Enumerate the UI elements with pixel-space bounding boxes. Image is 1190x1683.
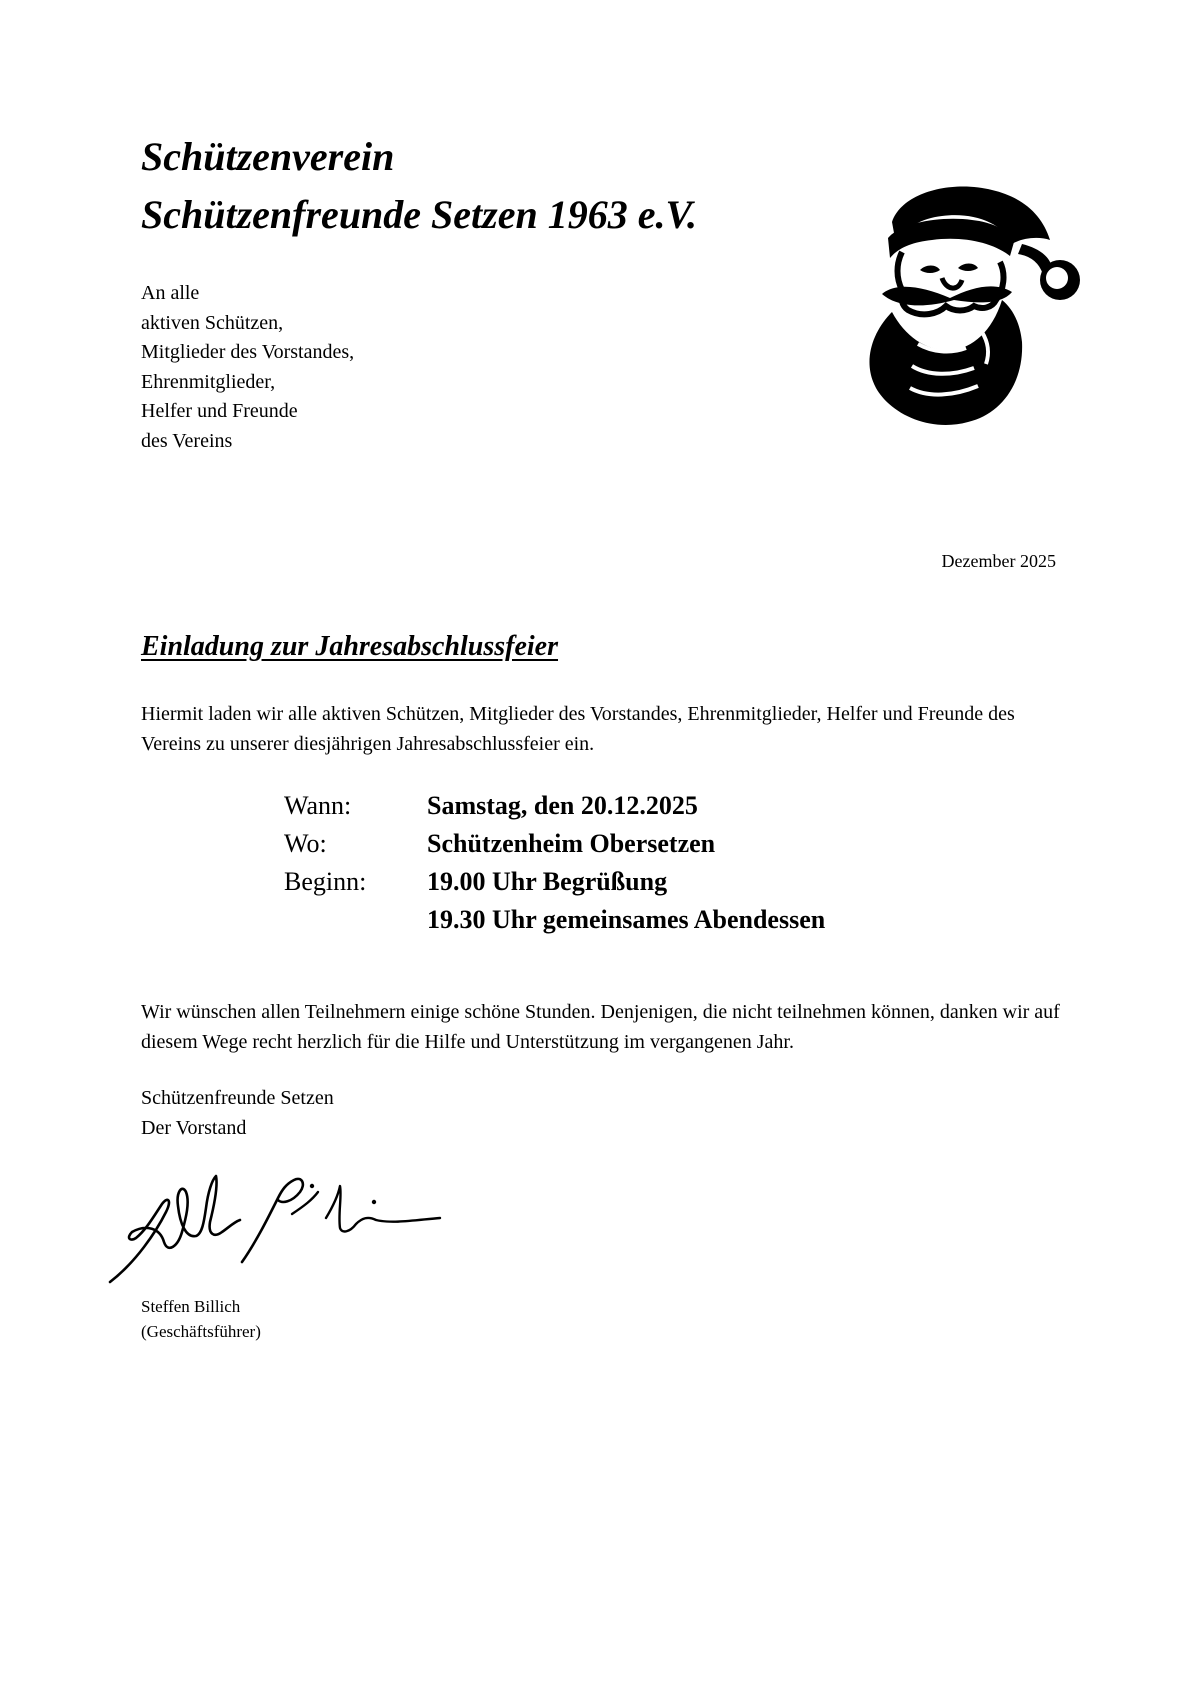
recipient-line: Helfer und Freunde: [141, 400, 298, 422]
closing-block: [141, 1084, 334, 1143]
recipient-line: Ehrenmitglieder,: [141, 370, 276, 393]
club-title-line1: Schützenverein: [141, 134, 395, 179]
detail-label: Wo:: [284, 829, 327, 858]
invitation-heading: Einladung zur Jahresabschlussfeier: [141, 631, 559, 662]
club-title-line2: Schützenfreunde Setzen 1963 e.V.: [141, 192, 698, 237]
club-title: [141, 128, 697, 244]
detail-value: 19.00 Uhr Begrüßung: [427, 867, 668, 896]
detail-label: Beginn:: [284, 867, 367, 896]
detail-value: Samstag, den 20.12.2025: [427, 791, 698, 820]
detail-label: Wann:: [284, 791, 352, 820]
handwritten-signature: [106, 1162, 446, 1286]
detail-label: [284, 901, 427, 939]
detail-row-when: [284, 787, 825, 825]
letter-date: Dezember 2025: [941, 551, 1056, 571]
closing-line1: Schützenfreunde Setzen: [141, 1087, 334, 1109]
signer-role: (Geschäftsführer): [141, 1322, 261, 1341]
santa-claus-icon: [862, 182, 1084, 430]
recipient-list: [141, 279, 354, 456]
recipient-line: aktiven Schützen,: [141, 311, 284, 334]
detail-row-start: [284, 863, 825, 901]
detail-value: Schützenheim Obersetzen: [427, 829, 716, 858]
intro-paragraph: Hiermit laden wir alle aktiven Schützen, Mitglieder des Vorstandes, Ehrenmitglieder, Helfer und Freunde des Vereins zu unserer diesjährigen Jahresabschlussfeier ein.: [141, 703, 1015, 755]
event-details: [284, 787, 825, 939]
recipient-line: des Vereins: [141, 429, 233, 452]
recipient-line: An alle: [141, 282, 200, 304]
signer-block: [141, 1294, 261, 1344]
recipient-line: Mitglieder des Vorstandes,: [141, 341, 355, 363]
detail-value: 19.30 Uhr gemeinsames Abendessen: [427, 905, 826, 934]
closing-line2: Der Vorstand: [141, 1116, 247, 1139]
detail-row-where: [284, 825, 825, 863]
signer-name: Steffen Billich: [141, 1297, 241, 1316]
detail-row-dinner: [284, 901, 825, 939]
wishes-paragraph: Wir wünschen allen Teilnehmern einige schöne Stunden. Denjenigen, die nicht teilnehmen können, danken wir auf diesem Wege recht herzlich für die Hilfe und Unterstützung im vergangenen Jahr.: [141, 1001, 1060, 1053]
